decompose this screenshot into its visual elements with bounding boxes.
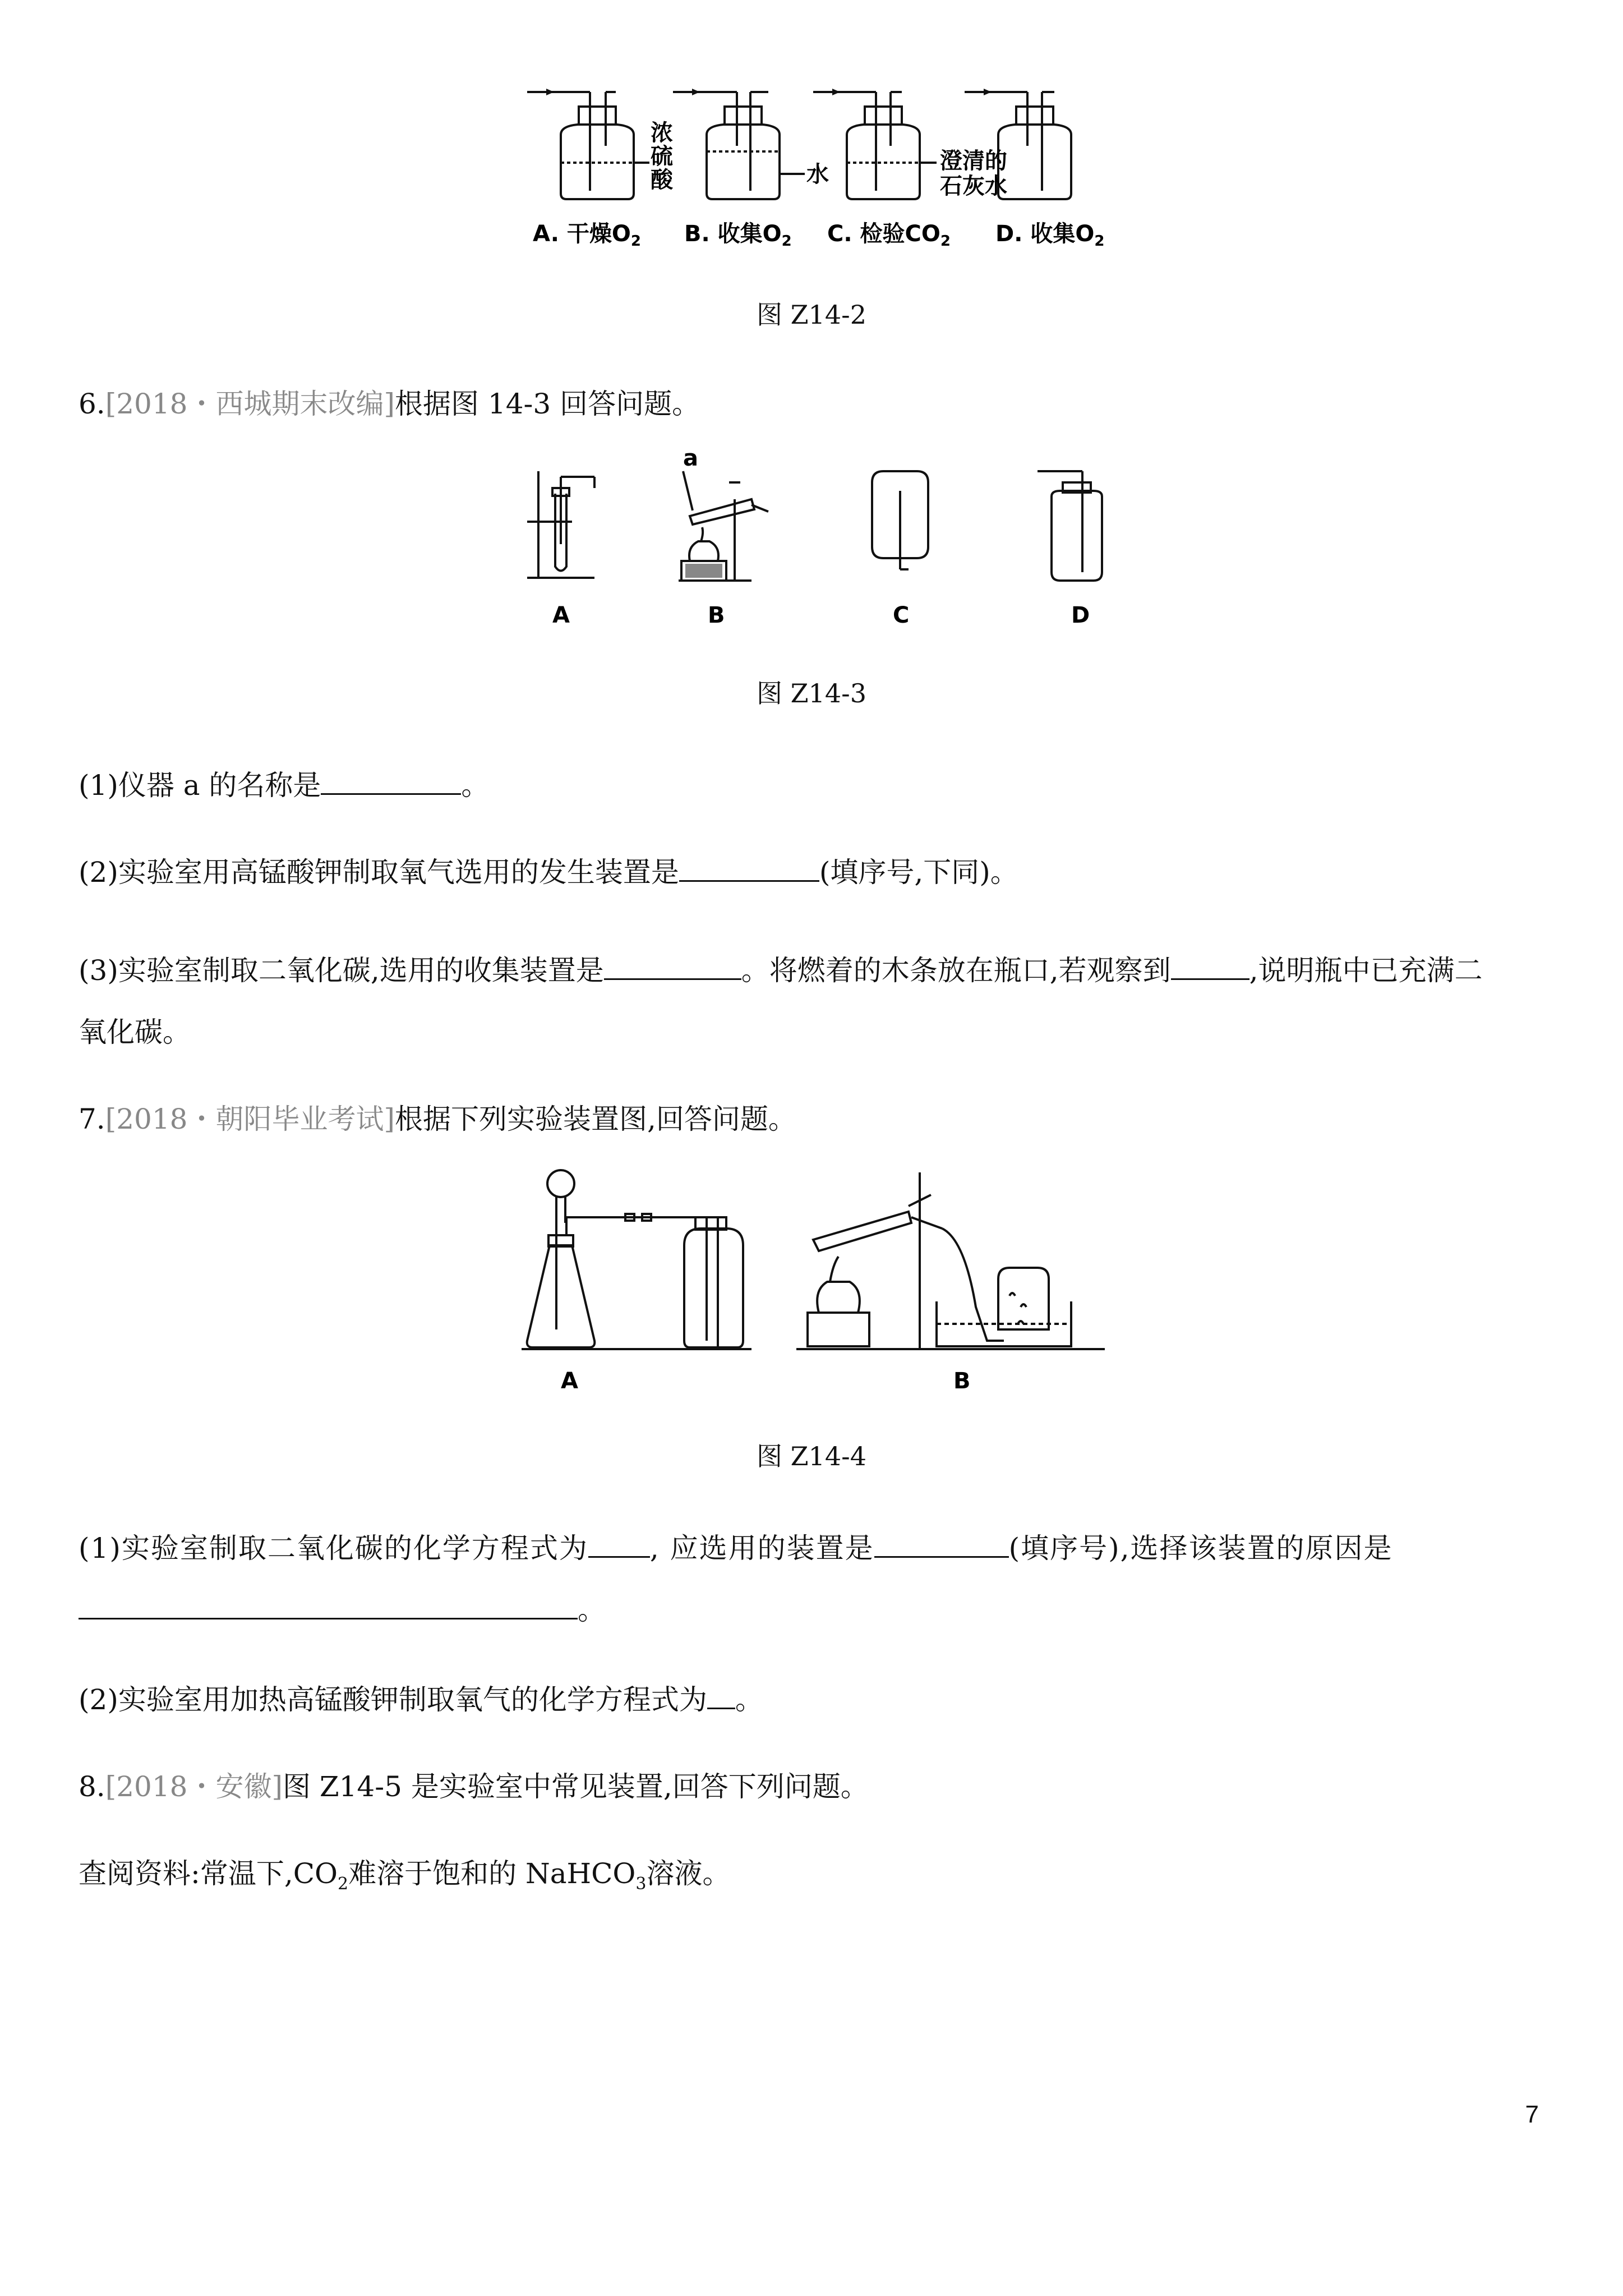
answer-blank[interactable] (79, 1595, 578, 1619)
answer-blank[interactable] (707, 1685, 735, 1709)
question-text: 图 Z14-5 是实验室中常见装置,回答下列问题。 (282, 1770, 869, 1803)
page-number: 7 (1525, 2101, 1539, 2128)
question-text: 根据下列实验装置图,回答问题。 (394, 1103, 796, 1135)
subcaption-b: B. 收集$O_2$ (684, 221, 792, 250)
fig4-letter-a: A (561, 1368, 578, 1394)
answer-blank[interactable] (588, 1534, 650, 1558)
fig3-letter-d: D (1071, 602, 1090, 628)
question-6-stem (79, 381, 700, 422)
subcaption-d: D. 收集$O_2$ (995, 221, 1105, 250)
fig3-letter-b: B (708, 602, 725, 628)
question-8-stem (79, 1764, 869, 1805)
figure-caption-z14-2: 图 Z14-2 (757, 300, 866, 330)
answer-blank[interactable] (604, 956, 741, 980)
question-text: 根据图 14-3 回答问题。 (394, 388, 700, 420)
fig4-letter-b: B (953, 1368, 971, 1394)
label-conc: 浓 (651, 120, 673, 146)
subcaption-c: C. 检验$CO_2$ (827, 221, 951, 250)
subcaption-a: A. 干燥$O_2$ (533, 221, 641, 250)
question-7-part-1-cont: 。 (79, 1588, 606, 1628)
question-6-part-1: (1)仪器 a 的名称是 。 (79, 769, 490, 802)
label-a: a (683, 449, 698, 471)
question-7-stem (79, 1097, 796, 1137)
answer-blank[interactable] (679, 858, 819, 882)
answer-blank[interactable] (321, 771, 461, 795)
figure-z14-2 (516, 73, 1122, 258)
figure-z14-4 (516, 1161, 1116, 1397)
label-water: 水 (806, 162, 829, 187)
question-7-part-2: (2)实验室用加热高锰酸钾制取氧气的化学方程式为 。 (79, 1683, 763, 1716)
question-source: [2018・朝阳毕业考试] (105, 1103, 395, 1135)
fig3-letter-c: C (893, 602, 910, 628)
question-number: 7. (79, 1103, 105, 1135)
question-7-part-1: (1)实验室制取二氧化碳的化学方程式为 , 应选用的装置是 (填序号),选择该装置的原因是 (79, 1532, 1393, 1565)
label-acid: 酸 (651, 167, 673, 193)
label-sulfuric: 硫 (651, 144, 673, 169)
question-source: [2018・西城期末改编] (105, 388, 395, 420)
question-8-info: 查阅资料:常温下$,CO_2$难溶于饱和的 NaHCO$_3$溶液。 (79, 1857, 731, 1894)
figure-caption-z14-3: 图 Z14-3 (757, 678, 866, 708)
answer-blank[interactable] (874, 1534, 1009, 1558)
question-number: 8. (79, 1770, 105, 1803)
figure-caption-z14-4: 图 Z14-4 (757, 1441, 866, 1471)
question-6-part-3: (3)实验室制取二氧化碳,选用的收集装置是 。将燃着的木条放在瓶口,若观察到 ,说明瓶中已充满二 (79, 954, 1483, 987)
label-limewater: 石灰水 (940, 173, 1007, 199)
answer-blank[interactable] (1171, 956, 1249, 980)
fig3-letter-a: A (552, 602, 570, 628)
question-number: 6. (79, 388, 105, 420)
question-source: [2018・安徽] (105, 1770, 283, 1803)
label-clear: 澄清的 (940, 148, 1007, 174)
question-6-part-2: (2)实验室用高锰酸钾制取氧气选用的发生装置是 (填序号,下同)。 (79, 856, 1018, 889)
question-6-part-3-cont: 氧化碳。 (79, 1016, 191, 1048)
figure-z14-3 (505, 449, 1133, 639)
